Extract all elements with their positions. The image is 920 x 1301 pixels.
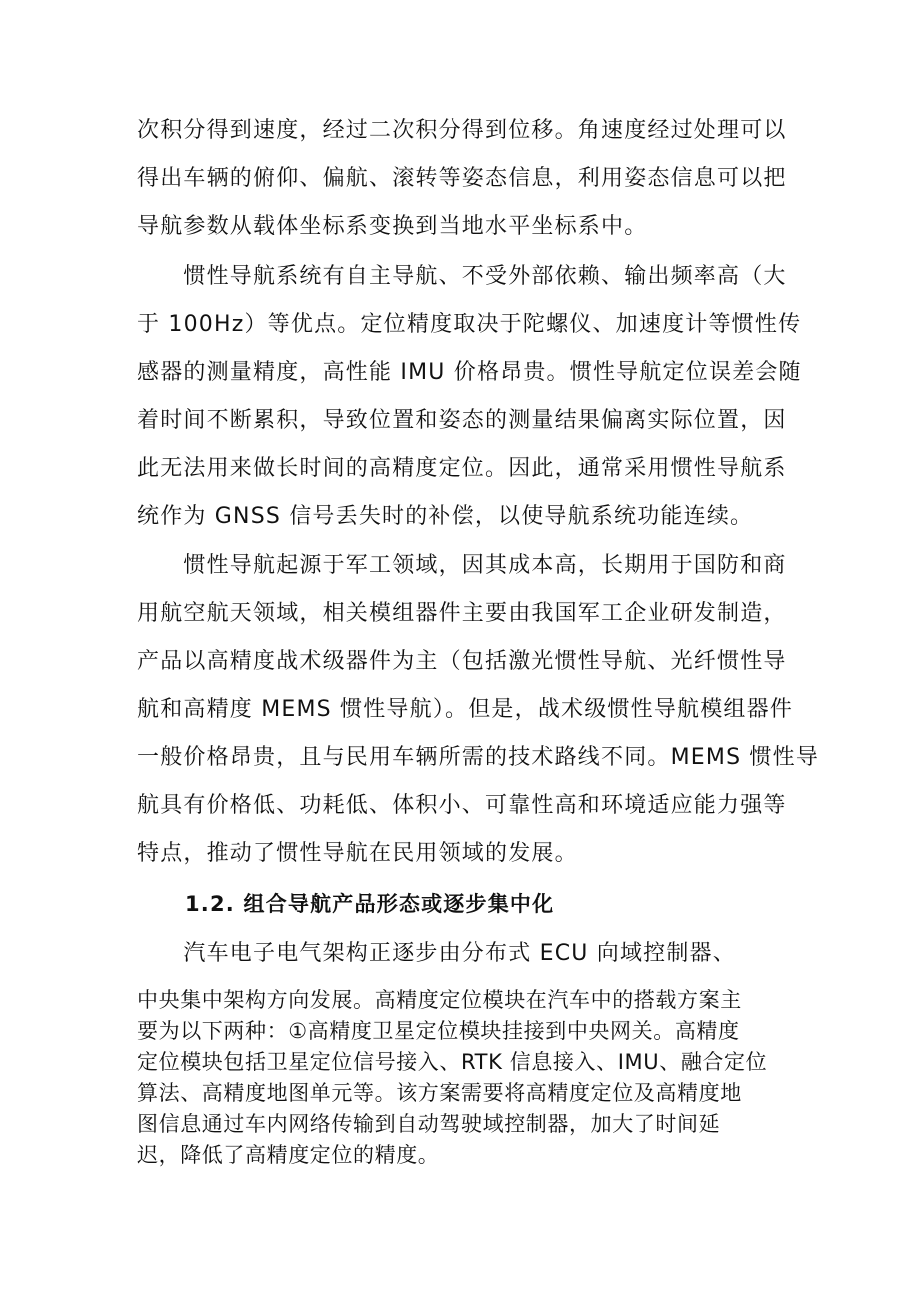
paragraph-line: 导航参数从载体坐标系变换到当地水平坐标系中。: [137, 214, 648, 239]
paragraph-architecture-intro: [137, 930, 787, 978]
paragraph-line: 一般价格昂贵，且与民用车辆所需的技术路线不同。MEMS 惯性导: [137, 745, 820, 770]
paragraph-line: 算法、高精度地图单元等。该方案需要将高精度定位及高精度地: [137, 1081, 742, 1105]
paragraph-line: 航和高精度 MEMS 惯性导航）。但是，战术级惯性导航模组器件: [137, 697, 794, 722]
paragraph-line: 用航空航天领域，相关模组器件主要由我国军工企业研发制造，: [137, 601, 787, 626]
paragraph-line: 图信息通过车内网络传输到自动驾驶域控制器，加大了时间延: [137, 1112, 721, 1136]
paragraph-inertial-advantages: [137, 253, 802, 541]
paragraph-line: 要为以下两种：①高精度卫星定位模块挂接到中央网关。高精度: [137, 1019, 740, 1043]
paragraph-line: 次积分得到速度，经过二次积分得到位移。角速度经过处理可以: [137, 118, 787, 143]
paragraph-line: 特点，推动了惯性导航在民用领域的发展。: [137, 841, 578, 866]
section-heading: 1.2. 组合导航产品形态或逐步集中化: [185, 892, 555, 916]
paragraph-line: 定位模块包括卫星定位信号接入、RTK 信息接入、IMU、融合定位: [137, 1050, 768, 1074]
paragraph-line: 产品以高精度战术级器件为主（包括激光惯性导航、光纤惯性导: [137, 649, 787, 674]
paragraph-line: 统作为 GNSS 信号丢失时的补偿，以使导航系统功能连续。: [137, 504, 754, 529]
paragraph-line: 汽车电子电气架构正逐步由分布式 ECU 向域控制器、: [137, 941, 736, 966]
paragraph-inertial-integration: [137, 107, 787, 251]
paragraph-line: 惯性导航起源于军工领域，因其成本高，长期用于国防和商: [137, 553, 787, 578]
paragraph-inertial-origin: [137, 542, 820, 878]
paragraph-line: 迟，降低了高精度定位的精度。: [137, 1143, 440, 1167]
paragraph-line: 此无法用来做长时间的高精度定位。因此，通常采用惯性导航系: [137, 456, 787, 481]
paragraph-line: 中央集中架构方向发展。高精度定位模块在汽车中的搭载方案主: [137, 988, 742, 1012]
paragraph-line: 于 100Hz）等优点。定位精度取决于陀螺仪、加速度计等惯性传: [137, 312, 802, 337]
paragraph-line: 航具有价格低、功耗低、体积小、可靠性高和环境适应能力强等: [137, 793, 787, 818]
paragraph-line: 得出车辆的俯仰、偏航、滚转等姿态信息，利用姿态信息可以把: [137, 166, 787, 191]
paragraph-line: 着时间不断累积，导致位置和姿态的测量结果偏离实际位置，因: [137, 408, 787, 433]
paragraph-architecture-detail: [137, 985, 787, 1171]
paragraph-line: 惯性导航系统有自主导航、不受外部依赖、输出频率高（大: [137, 264, 787, 289]
paragraph-line: 感器的测量精度，高性能 IMU 价格昂贵。惯性导航定位误差会随: [137, 360, 802, 385]
